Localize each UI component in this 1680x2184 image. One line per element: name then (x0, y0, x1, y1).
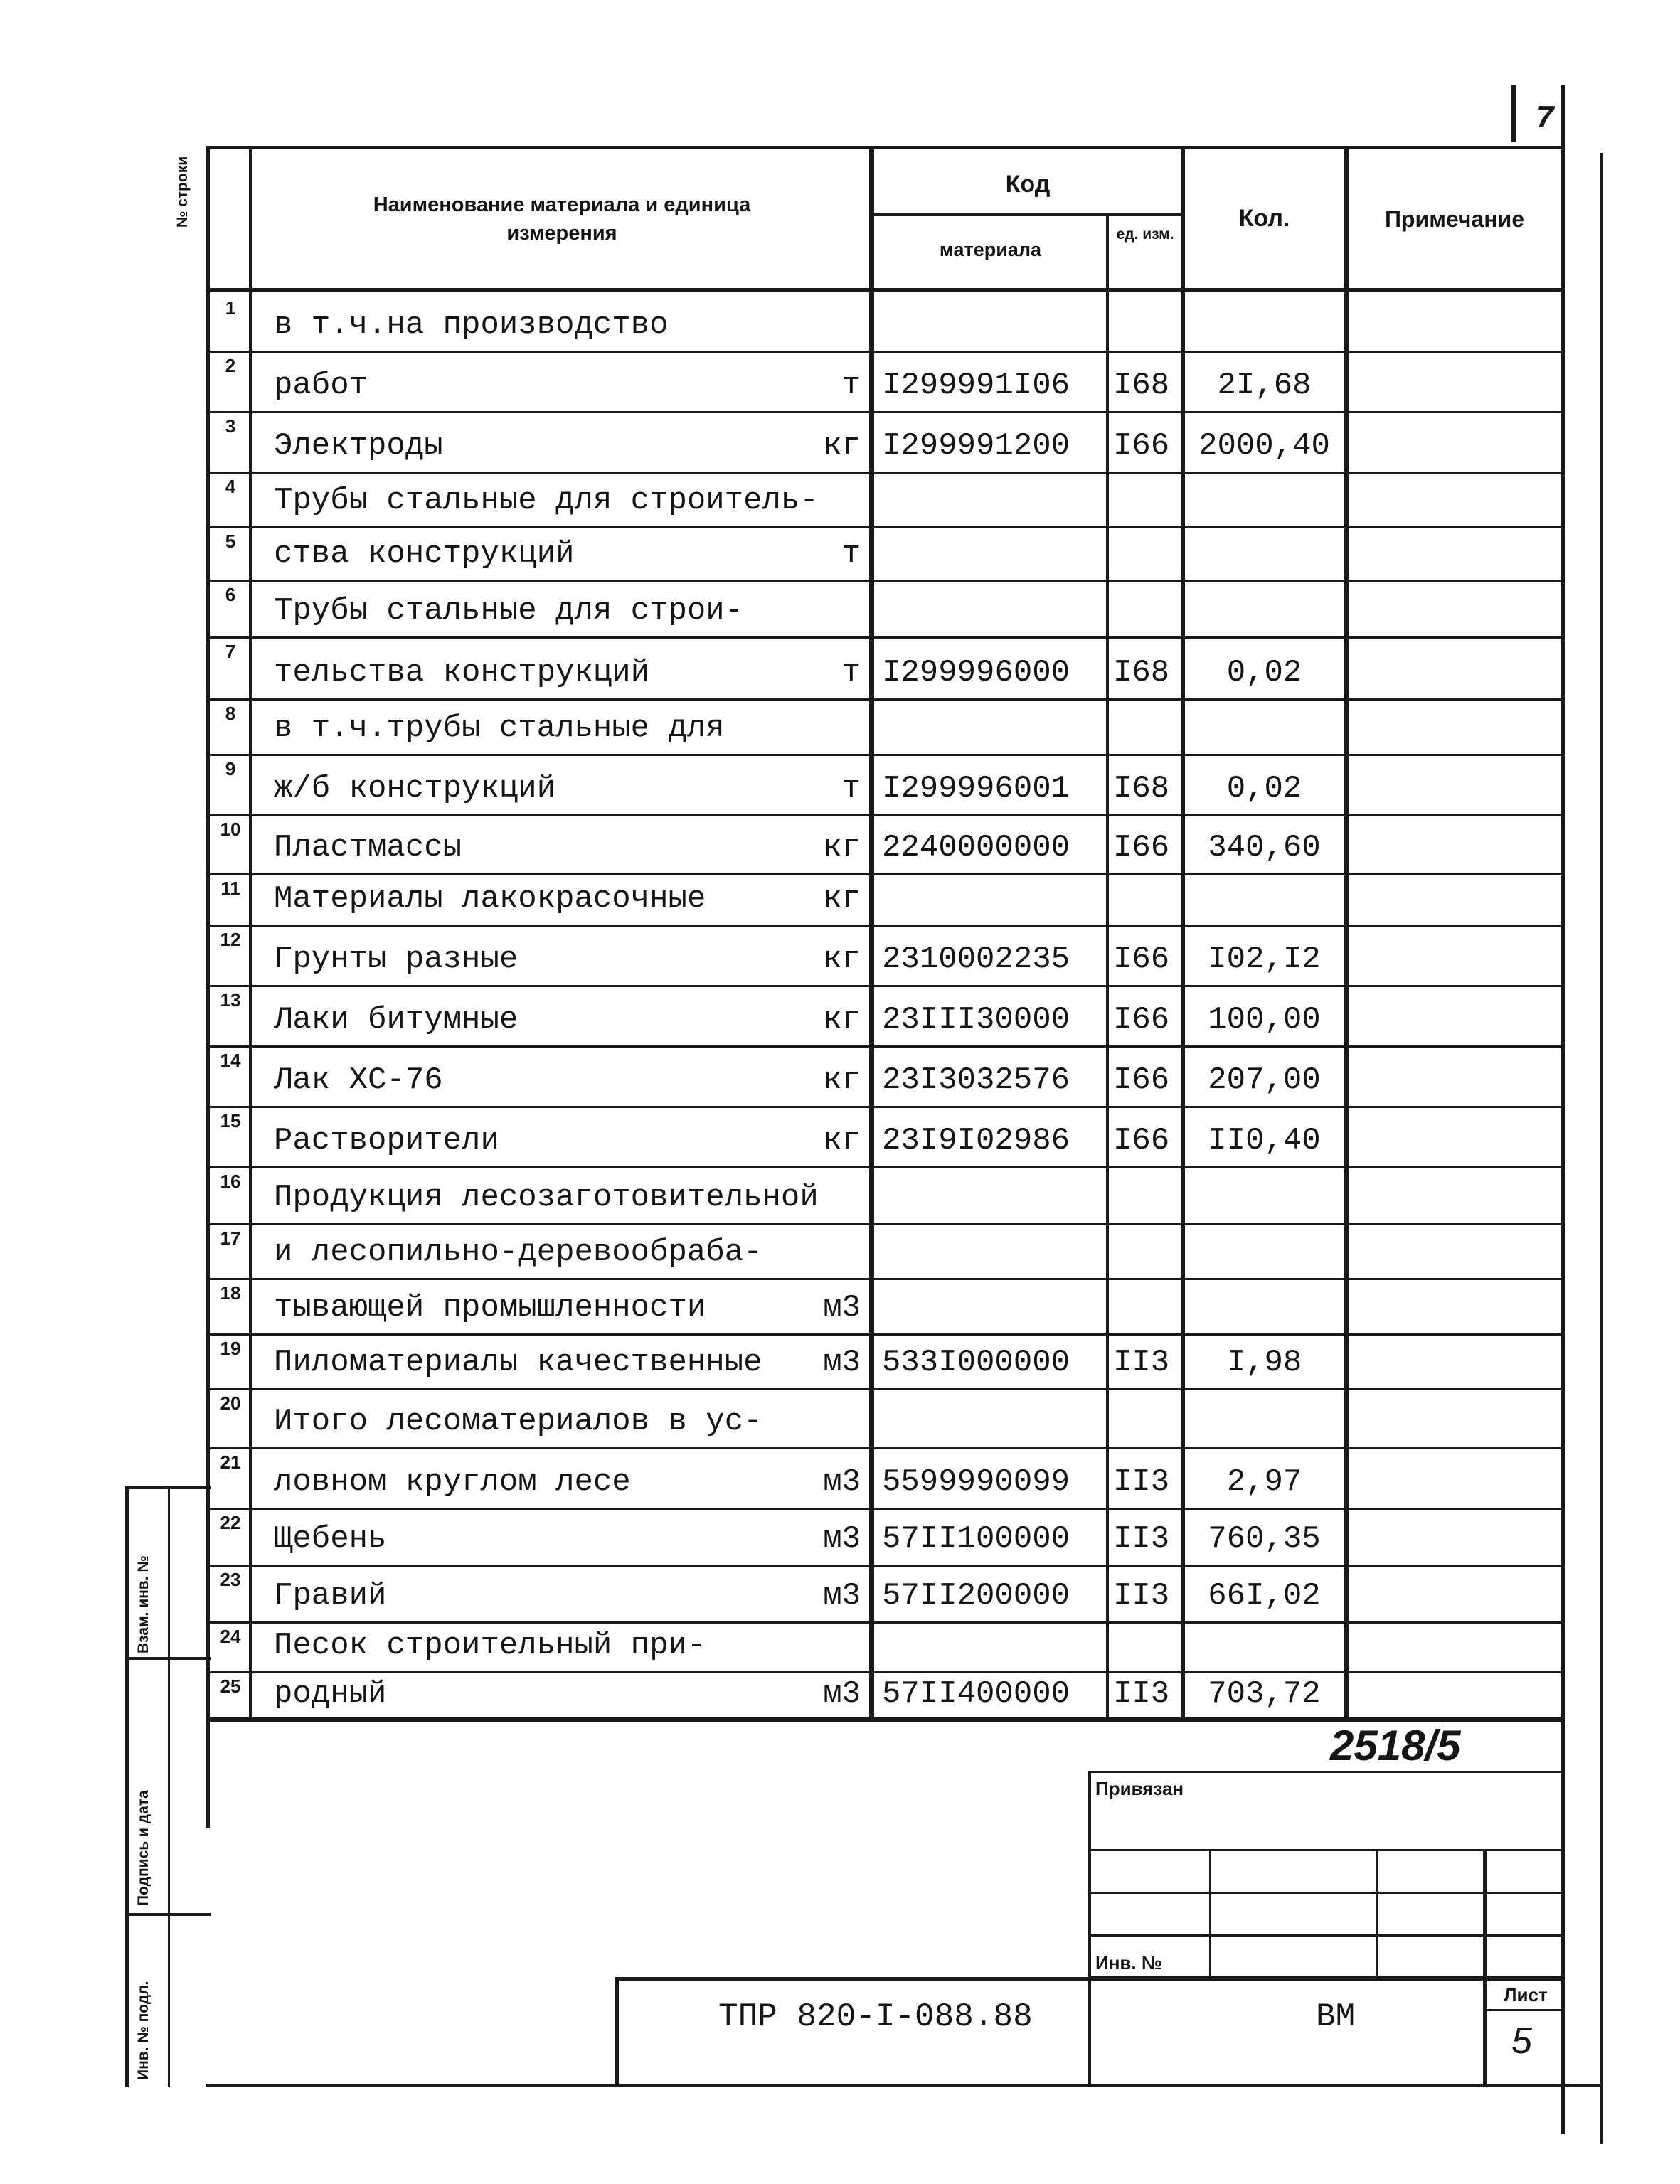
row-quantity: 340,60 (1208, 830, 1321, 865)
row-separator (206, 351, 1565, 353)
row-unit: кг (823, 942, 861, 977)
corner-sheet-number: 7 (1536, 100, 1554, 134)
row-unit: кг (823, 428, 861, 464)
row-unit: т (841, 771, 861, 806)
header-code-material: материала (939, 239, 1042, 260)
row-separator (206, 1447, 1565, 1449)
header-code-unit: ед. изм. (1116, 226, 1174, 243)
row-unit: м3 (823, 1290, 861, 1326)
row-separator (206, 985, 1565, 987)
row-unit: кг (823, 1062, 861, 1098)
row-separator (206, 636, 1565, 639)
row-quantity: 0,02 (1226, 771, 1302, 806)
row-number: 24 (220, 1626, 241, 1647)
row-separator (206, 1671, 1565, 1673)
stamp-mark: ВМ (1316, 1998, 1356, 2035)
row-unit: т (841, 368, 861, 403)
row-material-name: в т.ч.трубы стальные для (274, 710, 725, 746)
row-number: 3 (225, 415, 236, 437)
row-number: 4 (225, 476, 236, 497)
row-material-name: тельства конструкций (274, 655, 650, 691)
row-material-name: Песок строительный при- (274, 1628, 706, 1663)
row-separator (206, 698, 1565, 701)
row-material-name: Материалы лакокрасочные (274, 881, 706, 917)
row-material-name: ж/б конструкций (274, 771, 556, 806)
row-material-code: 2240000000 (882, 830, 1070, 865)
row-unit: м3 (823, 1345, 861, 1380)
row-number: 17 (220, 1227, 241, 1249)
stamp-doc-code: ТПР 820-I-088.88 (718, 1998, 1033, 2035)
row-quantity: 2000,40 (1198, 428, 1330, 464)
row-material-name: Пластмассы (274, 830, 462, 865)
row-material-name: Растворители (274, 1123, 499, 1158)
row-separator (206, 1508, 1565, 1510)
row-separator (206, 754, 1565, 756)
row-material-code: 533I000000 (882, 1345, 1070, 1380)
stamp-attached-label: Привязан (1095, 1778, 1184, 1799)
header-name: Наименование материала и единица измерения (373, 193, 751, 245)
row-separator (206, 1388, 1565, 1390)
side-label-inv-podl: Инв. № подл. (135, 1981, 151, 2080)
row-quantity: 66I,02 (1208, 1578, 1321, 1614)
row-material-name: Лак ХС-76 (274, 1062, 443, 1098)
row-number: 10 (220, 819, 241, 840)
row-unit-code: II3 (1113, 1464, 1170, 1500)
row-number: 12 (220, 929, 241, 950)
row-unit-code: I66 (1113, 1002, 1170, 1038)
row-quantity: 760,35 (1208, 1521, 1321, 1557)
row-separator (206, 1223, 1565, 1225)
row-unit: кг (823, 830, 861, 865)
row-separator (206, 526, 1565, 528)
side-label-sign-date: Подпись и дата (135, 1790, 151, 1906)
row-separator (206, 1045, 1565, 1048)
row-unit-code: I66 (1113, 1123, 1170, 1158)
row-unit: кг (823, 881, 861, 917)
row-material-code: I299991200 (882, 428, 1070, 464)
row-unit-code: II3 (1113, 1345, 1170, 1380)
row-material-name: Трубы стальные для строитель- (274, 483, 819, 518)
row-quantity: II0,40 (1208, 1123, 1321, 1158)
row-number: 19 (220, 1338, 241, 1359)
row-quantity: 0,02 (1226, 655, 1302, 691)
header-qty: Кол. (1238, 205, 1290, 232)
row-number: 20 (220, 1392, 241, 1414)
row-material-name: тывающей промышленности (274, 1290, 706, 1326)
stamp-inv-no-label: Инв. № (1095, 1952, 1162, 1973)
row-number: 8 (225, 703, 236, 724)
row-number: 25 (220, 1676, 241, 1697)
row-quantity: I02,I2 (1208, 942, 1321, 977)
row-material-code: 2310002235 (882, 942, 1070, 977)
row-quantity: I,98 (1226, 1345, 1302, 1380)
row-number: 11 (220, 878, 240, 899)
stamp-sheet-number: 5 (1511, 2020, 1532, 2062)
row-number: 22 (220, 1512, 241, 1533)
header-note: Примечание (1384, 206, 1525, 232)
row-separator (206, 580, 1565, 582)
row-number: 23 (220, 1569, 241, 1590)
row-separator (206, 873, 1565, 875)
row-unit: т (841, 536, 861, 572)
row-number: 7 (225, 641, 236, 662)
row-unit-code: I68 (1113, 655, 1170, 691)
row-unit-code: I66 (1113, 428, 1170, 464)
row-unit-code: I66 (1113, 830, 1170, 865)
row-number: 13 (220, 989, 241, 1011)
row-separator (206, 1106, 1565, 1108)
row-material-code: 23I9I02986 (882, 1123, 1070, 1158)
row-separator (206, 411, 1565, 413)
row-material-code: 57II400000 (882, 1676, 1070, 1712)
row-number: 2 (225, 355, 236, 376)
row-material-name: и лесопильно-деревообраба- (274, 1235, 762, 1270)
row-material-name: Продукция лесозаготовительной (274, 1180, 819, 1215)
row-number: 16 (220, 1171, 241, 1192)
side-label-vzam: Взам. инв. № (135, 1555, 151, 1653)
row-quantity: 207,00 (1208, 1062, 1321, 1098)
row-unit: кг (823, 1002, 861, 1038)
row-material-name: Итого лесоматериалов в ус- (274, 1404, 762, 1439)
row-separator (206, 1333, 1565, 1336)
row-material-name: работ (274, 368, 368, 403)
row-material-code: I299996000 (882, 655, 1070, 691)
row-material-code: 23III30000 (882, 1002, 1070, 1038)
row-material-code: 23I3032576 (882, 1062, 1070, 1098)
row-separator (206, 1278, 1565, 1280)
row-material-code: 5599990099 (882, 1464, 1070, 1500)
row-material-name: Щебень (274, 1521, 387, 1557)
row-number: 15 (220, 1110, 241, 1131)
row-material-name: Электроды (274, 428, 443, 464)
row-unit-code: I66 (1113, 942, 1170, 977)
row-quantity: 100,00 (1208, 1002, 1321, 1038)
row-unit-code: I68 (1113, 771, 1170, 806)
row-unit: м3 (823, 1464, 861, 1500)
row-number: 21 (220, 1451, 241, 1473)
row-separator (206, 472, 1565, 474)
row-separator (206, 1166, 1565, 1168)
row-unit-code: II3 (1113, 1521, 1170, 1557)
header-code: Код (1005, 171, 1051, 198)
row-unit-code: I68 (1113, 368, 1170, 403)
row-number: 9 (225, 758, 236, 779)
row-unit: м3 (823, 1676, 861, 1712)
row-material-name: родный (274, 1676, 387, 1712)
row-material-name: Грунты разные (274, 942, 519, 977)
row-material-name: Гравий (274, 1578, 387, 1614)
row-material-code: I299991I06 (882, 368, 1070, 403)
row-material-name: ства конструкций (274, 536, 575, 572)
row-unit: т (841, 655, 861, 691)
stamp-sheet-label: Лист (1504, 1984, 1548, 2005)
row-material-name: в т.ч.на производство (274, 307, 669, 343)
row-quantity: 703,72 (1208, 1676, 1321, 1712)
row-number: 14 (220, 1050, 241, 1071)
row-number: 5 (225, 531, 236, 552)
handwritten-doc-number: 2518/5 (1330, 1722, 1461, 1769)
row-unit-code: II3 (1113, 1676, 1170, 1712)
header-row-no: № строки (174, 156, 191, 228)
row-unit-code: II3 (1113, 1578, 1170, 1614)
row-material-name: Пиломатериалы качественные (274, 1345, 762, 1380)
row-number: 6 (225, 584, 236, 605)
row-unit: м3 (823, 1578, 861, 1614)
row-material-name: Трубы стальные для строи- (274, 593, 744, 629)
row-unit: кг (823, 1123, 861, 1158)
row-material-name: Лаки битумные (274, 1002, 519, 1038)
row-material-code: 57II200000 (882, 1578, 1070, 1614)
row-separator (206, 1621, 1565, 1624)
row-number: 1 (225, 297, 236, 319)
row-unit: м3 (823, 1521, 861, 1557)
row-unit-code: I66 (1113, 1062, 1170, 1098)
row-quantity: 2,97 (1226, 1464, 1302, 1500)
row-material-code: 57II100000 (882, 1521, 1070, 1557)
row-quantity: 2I,68 (1217, 368, 1312, 403)
row-separator (206, 814, 1565, 816)
row-separator (206, 925, 1565, 927)
row-material-name: ловном круглом лесе (274, 1464, 631, 1500)
row-number: 18 (220, 1282, 241, 1304)
row-separator (206, 1565, 1565, 1567)
row-material-code: I299996001 (882, 771, 1070, 806)
